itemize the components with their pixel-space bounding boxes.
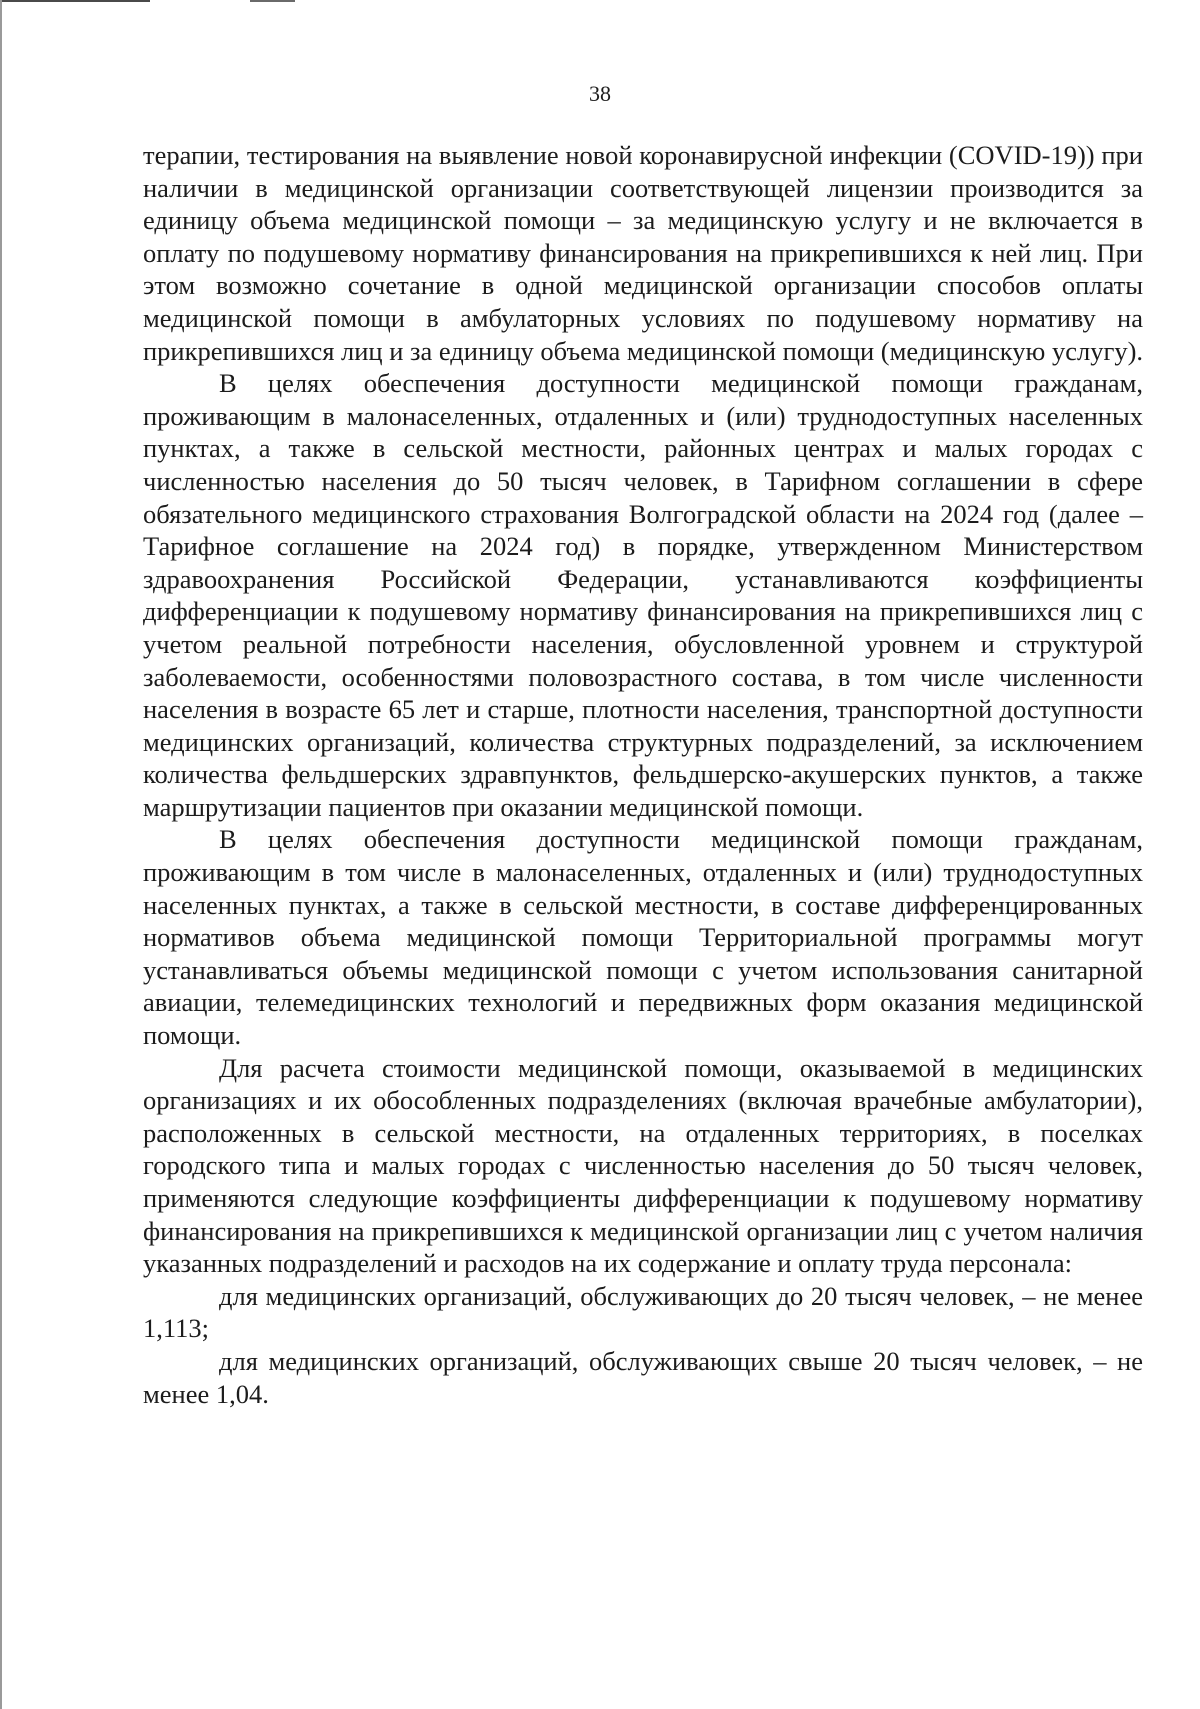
page-number: 38	[589, 81, 611, 106]
scan-edge-top	[0, 0, 150, 2]
scan-edge-left	[0, 0, 2, 1709]
paragraph-coefficient-up-to-20k: для медицинских организаций, обслуживающих до 20 тысяч человек, – не менее 1,113;	[143, 1280, 1143, 1344]
paragraph-sanitary-aviation: В целях обеспечения доступности медицинской помощи гражданам, проживающим в том числе в малонаселенных, отдаленных и (или) труднодоступных населенных пунктах, а также в сельской местности, в составе дифференцированных нормативов объема медицинской помощи Территориальной программы могут устанавливаться объемы медицинской помощи с учетом использования санитарной авиации, телемедицинских технологий и передвижных форм оказания медицинской помощи.	[143, 824, 1143, 1051]
paragraph-coefficients-establishment: В целях обеспечения доступности медицинской помощи гражданам, проживающим в малонаселенных, отдаленных и (или) труднодоступных населенных пунктах, а также в сельской местности, районных центрах и малых городах с численностью населения до 50 тысяч человек, в Тарифном соглашении в сфере обязательного медицинского страхования Волгоградской области на 2024 год (далее – Тарифное соглашение на 2024 год) в порядке, утвержденном Министерством здравоохранения Российской Федерации, устанавливаются коэффициенты дифференциации к подушевому нормативу финансирования на прикрепившихся лиц с учетом реальной потребности населения, обусловленной уровнем и структурой заболеваемости, особенностями половозрастного состава, в том числе численности населения в возрасте 65 лет и старше, плотности населения, транспортной доступности медицинских организаций, количества структурных подразделений, за исключением количества фельдшерских здравпунктов, фельдшерско-акушерских пунктов, а также маршрутизации пациентов при оказании медицинской помощи.	[143, 368, 1143, 822]
paragraph-rural-coefficients: Для расчета стоимости медицинской помощи, оказываемой в медицинских организациях и их обособленных подразделениях (включая врачебные амбулатории), расположенных в сельской местности, на отдаленных территориях, в поселках городского типа и малых городах с численностью населения до 50 тысяч человек, применяются следующие коэффициенты дифференциации к подушевому нормативу финансирования на прикрепившихся к медицинской организации лиц с учетом наличия указанных подразделений и расходов на их содержание и оплату труда персонала:	[143, 1052, 1143, 1279]
document-body	[143, 139, 1143, 1410]
paragraph-coefficient-over-20k: для медицинских организаций, обслуживающих свыше 20 тысяч человек, – не менее 1,04.	[143, 1345, 1143, 1409]
paragraph-continuation: терапии, тестирования на выявление новой коронавирусной инфекции (COVID-19)) при наличии в медицинской организации соответствующей лицензии производится за единицу объема медицинской помощи – за медицинскую услугу и не включается в оплату по подушевому нормативу финансирования на прикрепившихся к ней лиц. При этом возможно сочетание в одной медицинской организации способов оплаты медицинской помощи в амбулаторных условиях по подушевому нормативу на прикрепившихся лиц и за единицу объема медицинской помощи (медицинскую услугу).	[143, 140, 1144, 366]
scan-edge-top-fragment	[250, 0, 295, 2]
